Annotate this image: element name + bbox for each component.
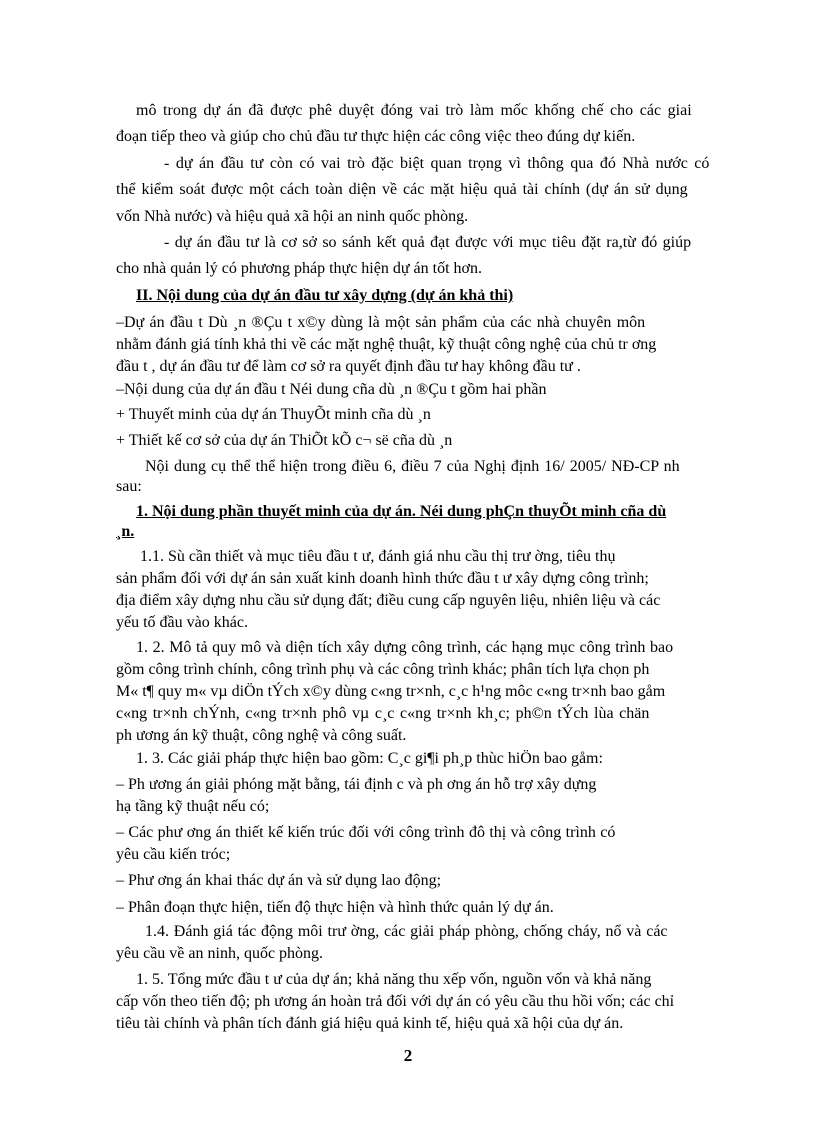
text-line: sản phẩm đối với dự án sản xuất kinh doanh hình thức đầu t ư xây dựng công trình;	[116, 570, 649, 587]
text-line: –Dự án đầu t Dù ¸n ®Çu t x©y dùng là một sản phẩm của các nhà chuyên môn	[116, 314, 646, 331]
text-line: vốn Nhà nước) và hiệu quả xã hội an ninh quốc phòng.	[116, 208, 469, 225]
text-line: yếu tố đầu vào khác.	[116, 614, 248, 631]
text-line: thể kiểm soát được một cách toàn diện về các mặt hiệu quả tài chính (dự án sử dụng	[116, 181, 688, 198]
text-line: –Nội dung của dự án đầu t Néi dung cña dù ¸n ®Çu t gồm hai phần	[116, 381, 547, 398]
text-line: yêu cầu kiến tróc;	[116, 846, 231, 863]
section-heading: II. Nội dung của dự án đầu tư xây dựng (dự án khả thi)	[136, 287, 514, 304]
text-line: M« t¶ quy m« vµ diÖn tÝch x©y dùng c«ng tr×nh, c¸c h¹ng môc c«ng tr×nh bao gåm	[116, 683, 666, 700]
list-item: + Thuyết minh của dự án ThuyÕt minh cña dù ¸n	[116, 406, 431, 423]
text-line: 1.1. Sù cần thiết và mục tiêu đầu t ư, đánh giá nhu cầu thị trư ờng, tiêu thụ	[140, 548, 616, 565]
text-line: cấp vốn theo tiến độ; ph ương án hoàn trả đối với dự án có yêu cầu thu hồi vốn; các chỉ	[116, 993, 675, 1010]
text-line: sau:	[116, 478, 142, 495]
text-line: yêu cầu về an ninh, quốc phòng.	[116, 945, 324, 962]
text-line: ph ương án kỹ thuật, công nghệ và công suất.	[116, 727, 407, 744]
text-line: Nội dung cụ thể thể hiện trong điều 6, điều 7 của Nghị định 16/ 2005/ NĐ-CP nh	[145, 458, 680, 475]
text-line: nhằm đánh giá tính khả thi về các mặt nghệ thuật, kỹ thuật công nghệ của chủ tr ơng	[116, 336, 657, 353]
subsection-heading: ¸n.	[116, 523, 135, 540]
list-item: – Các phư ơng án thiết kế kiến trúc đối với công trình đô thị và công trình có	[116, 824, 616, 841]
text-line: hạ tầng kỹ thuật nếu có;	[116, 798, 270, 815]
text-line: địa điểm xây dựng nhu cầu sử dụng đất; điều cung cấp nguyên liệu, nhiên liệu và các	[116, 592, 661, 609]
text-line: mô trong dự án đã được phê duyệt đóng vai trò làm mốc khống chế cho các giai	[136, 102, 692, 119]
text-line: 1.4. Đánh giá tác động môi trư ờng, các giải pháp phòng, chống cháy, nổ và các	[145, 923, 668, 940]
text-line: 1. 3. Các giải pháp thực hiện bao gồm: C¸c gi¶i ph¸p thùc hiÖn bao gåm:	[136, 750, 603, 767]
list-item: + Thiết kế cơ sở của dự án ThiÕt kÕ c¬ së cña dù ¸n	[116, 432, 453, 449]
list-item: – Phư ơng án khai thác dự án và sử dụng lao động;	[116, 872, 442, 889]
list-item: – Ph ương án giải phóng mặt bằng, tái định c và ph ơng án hỗ trợ xây dựng	[116, 776, 597, 793]
list-item: – Phân đoạn thực hiện, tiến độ thực hiện và hình thức quản lý dự án.	[116, 899, 554, 916]
text-line: gồm công trình chính, công trình phụ và các công trình khác; phân tích lựa chọn ph	[116, 661, 650, 678]
text-line: đoạn tiếp theo và giúp cho chủ đầu tư thực hiện các công việc theo đúng dự kiến.	[116, 128, 636, 145]
text-line: đầu t , dự án đầu tư để làm cơ sở ra quyết định đầu tư hay không đầu tư .	[116, 358, 581, 375]
text-line: - dự án đầu tư còn có vai trò đặc biệt quan trọng vì thông qua đó Nhà nước có	[164, 155, 710, 172]
text-line: 1. 5. Tổng mức đầu t ư của dự án; khả năng thu xếp vốn, nguồn vốn và khả năng	[136, 971, 652, 988]
text-line: 1. 2. Mô tả quy mô và diện tích xây dựng công trình, các hạng mục công trình bao	[136, 639, 674, 656]
subsection-heading: 1. Nội dung phần thuyết minh của dự án. Néi dung phÇn thuyÕt minh cña dù	[136, 503, 667, 520]
text-line: c«ng tr×nh chÝnh, c«ng tr×nh phô vµ c¸c c«ng tr×nh kh¸c; ph©n tÝch lùa chän	[116, 705, 650, 722]
page-number: 2	[403, 1046, 413, 1065]
text-line: - dự án đầu tư là cơ sở so sánh kết quả đạt được với mục tiêu đặt ra,từ đó giúp	[164, 234, 692, 251]
text-line: cho nhà quản lý có phương pháp thực hiện dự án tốt hơn.	[116, 260, 482, 277]
text-line: tiêu tài chính và phân tích đánh giá hiệu quả kinh tế, hiệu quả xã hội của dự án.	[116, 1015, 624, 1032]
